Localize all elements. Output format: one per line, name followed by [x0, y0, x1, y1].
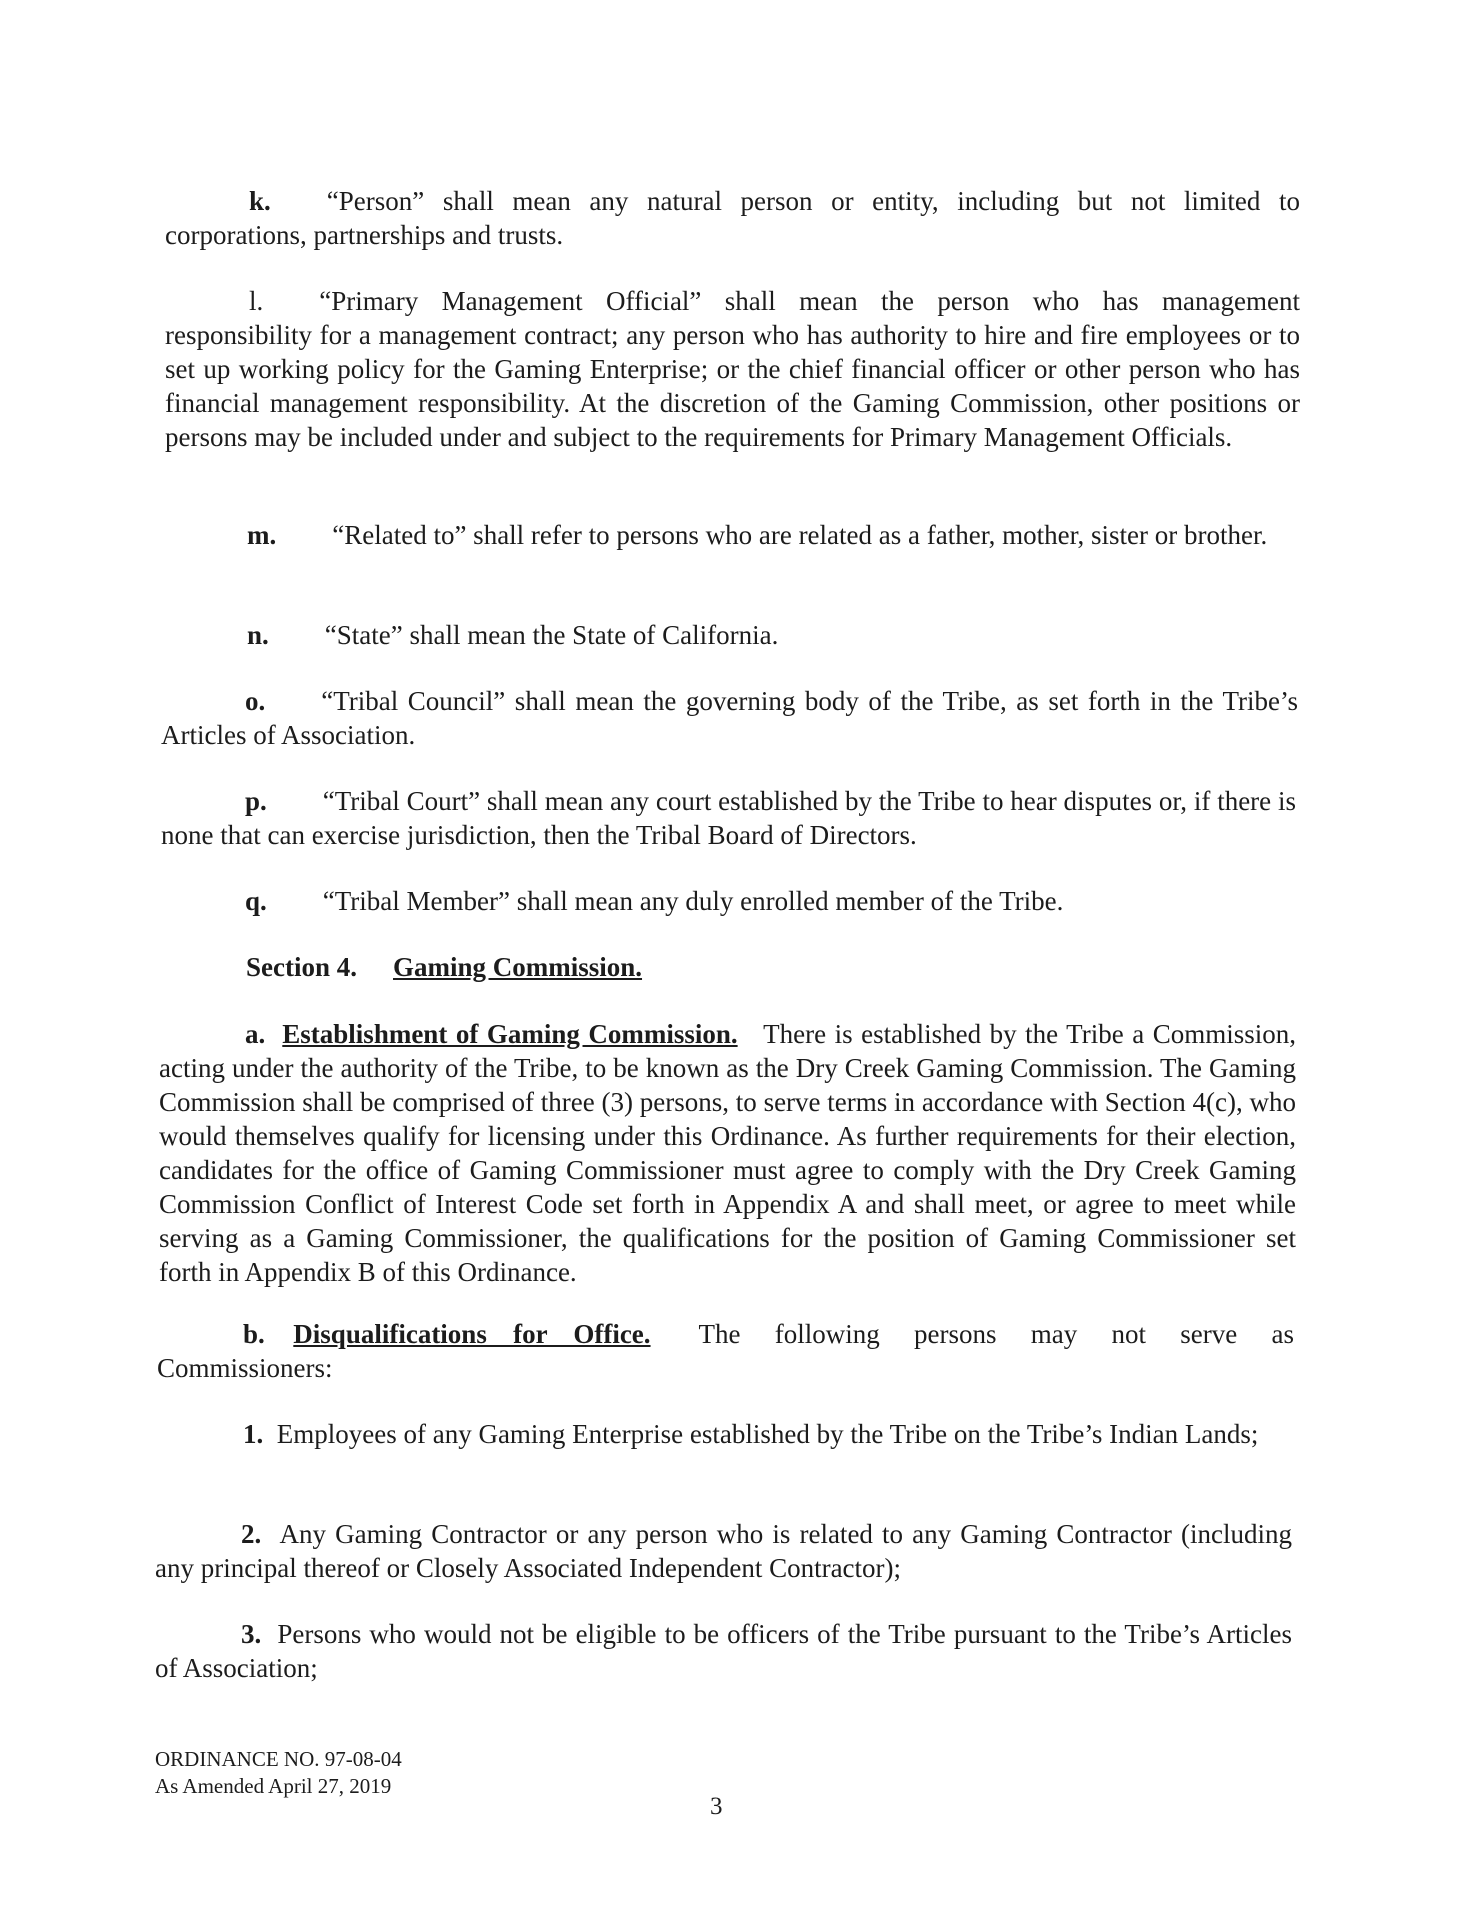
definition-marker: p.: [245, 786, 267, 816]
list-item-2: [155, 1517, 1292, 1585]
definition-marker: o.: [245, 686, 266, 716]
definition-o: [161, 684, 1298, 752]
section-number: Section 4.: [246, 952, 357, 982]
subsection-text: The following persons may not serve as Commissioners:: [157, 1319, 1294, 1383]
subsection-marker: a.: [245, 1019, 266, 1049]
item-text: Persons who would not be eligible to be officers of the Tribe pursuant to the Tribe’s Articles of Association;: [155, 1619, 1292, 1683]
definition-text: “Related to” shall refer to persons who are related as a father, mother, sister or brother.: [332, 520, 1268, 550]
item-marker: 1.: [243, 1419, 264, 1449]
definition-k: [165, 184, 1300, 252]
definition-marker: q.: [245, 886, 267, 916]
page-number: 3: [710, 1793, 723, 1820]
definition-q: [161, 884, 1296, 918]
ordinance-number: ORDINANCE NO. 97-08-04: [155, 1747, 402, 1771]
subsection-b: [157, 1317, 1294, 1385]
page-footer: [155, 1746, 402, 1800]
subsection-marker: b.: [243, 1319, 265, 1349]
definition-text: “Tribal Court” shall mean any court established by the Tribe to hear disputes or, if there is none that can exercise jurisdiction, then the Tribal Board of Directors.: [161, 786, 1296, 850]
subsection-a: [159, 1017, 1296, 1289]
definition-l: [165, 284, 1300, 454]
subsection-title: Disqualifications for Office.: [293, 1319, 651, 1349]
definition-text: “State” shall mean the State of California.: [324, 620, 779, 650]
definition-marker: n.: [247, 620, 269, 650]
definition-marker: m.: [247, 520, 277, 550]
item-marker: 3.: [241, 1619, 262, 1649]
section-title: Gaming Commission.: [393, 952, 643, 982]
list-item-1: [157, 1417, 1292, 1451]
amended-date: As Amended April 27, 2019: [155, 1774, 392, 1798]
subsection-text: There is established by the Tribe a Commission, acting under the authority of the Tribe, to be known as the Dry Creek Gaming Commission. The Gaming Commission shall be comprised of three (3) persons, to serve terms in accordance with Section 4(c), who would themselves qualify for licensing under this Ordinance. As further requirements for their election, candidates for the office of Gaming Commissioner must agree to comply with the Dry Creek Gaming Commission Conflict of Interest Code set forth in Appendix A and shall meet, or agree to meet while serving as a Gaming Commissioner, the qualifications for the position of Gaming Commissioner set forth in Appendix B of this Ordinance.: [159, 1019, 1296, 1287]
item-text: Employees of any Gaming Enterprise established by the Tribe on the Tribe’s Indian Lands;: [276, 1419, 1259, 1449]
definition-text: “Primary Management Official” shall mean the person who has management responsibility for a management contract; any person who has authority to hire and fire employees or to set up working policy for the Gaming Enterprise; or the chief financial officer or other person who has financial management responsibility. At the discretion of the Gaming Commission, other positions or persons may be included under and subject to the requirements for Primary Management Officials.: [165, 286, 1300, 452]
definition-m: [163, 518, 1300, 552]
section-heading: [246, 950, 642, 984]
definition-text: “Tribal Council” shall mean the governing body of the Tribe, as set forth in the Tribe’s Articles of Association.: [161, 686, 1298, 750]
definition-text: “Tribal Member” shall mean any duly enrolled member of the Tribe.: [322, 886, 1064, 916]
definition-n: [163, 618, 1300, 652]
subsection-title: Establishment of Gaming Commission.: [282, 1019, 738, 1049]
definition-marker: l.: [249, 286, 264, 316]
definition-p: [161, 784, 1296, 852]
item-text: Any Gaming Contractor or any person who is related to any Gaming Contractor (including any principal thereof or Closely Associated Independent Contractor);: [155, 1519, 1292, 1583]
item-marker: 2.: [241, 1519, 262, 1549]
definition-marker: k.: [249, 186, 271, 216]
list-item-3: [155, 1617, 1292, 1685]
definition-text: “Person” shall mean any natural person or entity, including but not limited to corporations, partnerships and trusts.: [165, 186, 1300, 250]
